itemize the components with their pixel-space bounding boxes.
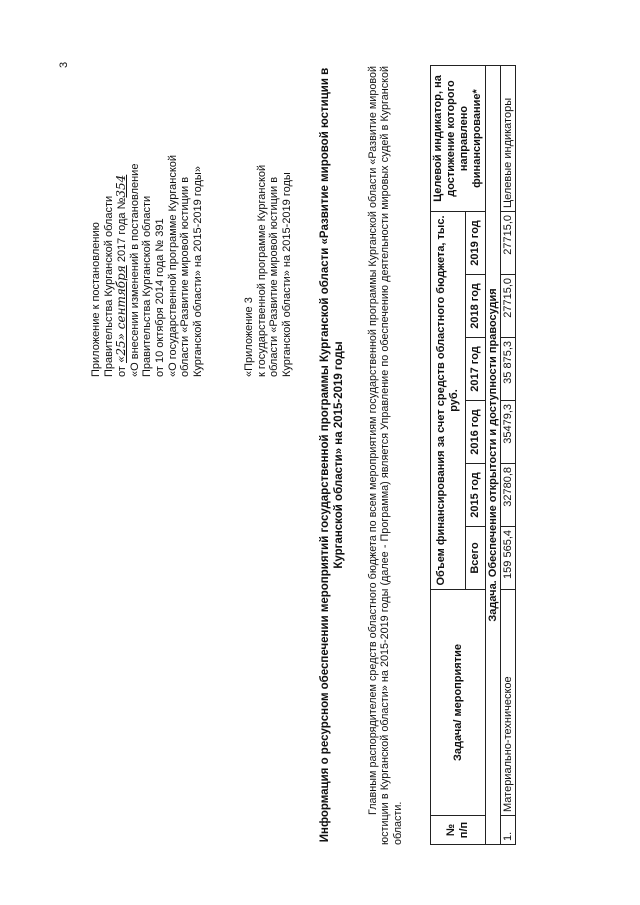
- header-2015: 2015 год: [466, 464, 486, 527]
- appendix-line: «О внесении изменений в постановление: [128, 163, 141, 377]
- row-2017: 35 875,3: [501, 338, 516, 401]
- task-title: Задача. Обеспечение открытости и доступности правосудия: [486, 66, 501, 845]
- row-total: 159 565,4: [501, 527, 516, 590]
- appendix-line: Приложение к постановлению: [90, 222, 102, 377]
- row-name: Материально-техническое: [501, 590, 516, 816]
- header-num: № п/п: [431, 816, 486, 845]
- appendix-line: Курганской области» на 2015-2019 годы»: [191, 166, 204, 377]
- appendix3-line: к государственной программе Курганской: [255, 164, 268, 377]
- header-total: Всего: [466, 527, 486, 590]
- table-header-row: [431, 66, 466, 845]
- header-funding: Объем финансирования за счет средств областного бюджета, тыс. руб.: [431, 212, 466, 590]
- header-2017: 2017 год: [466, 338, 486, 401]
- appendix-line: от 10 октября 2014 года № 391: [153, 218, 166, 377]
- appendix-line: «О государственной программе Курганской: [166, 154, 179, 377]
- appendix-line: области «Развитие мировой юстиции в: [179, 176, 192, 377]
- appendix3-line: Курганской области» на 2015-2019 годы: [280, 172, 293, 377]
- intro-paragraph: [367, 66, 404, 845]
- appendix-header: [90, 57, 204, 377]
- header-task: Задача/ мероприятие: [431, 590, 486, 816]
- task-row: [486, 66, 501, 845]
- table-row: [501, 66, 516, 845]
- appendix-year: 2017 года №: [116, 197, 129, 263]
- header-2018: 2018 год: [466, 275, 486, 338]
- row-num: 1.: [501, 816, 516, 845]
- handwritten-date: «25» сентября: [114, 265, 129, 364]
- row-2015: 32780,8: [501, 464, 516, 527]
- intro-text: Главным распорядителем средств областного бюджета по всем мероприятиям государственной программы Курганской области «Развитие мировой юстиции в Курганской области» на 2015-2019 годы (далее - Программа) является Управление по обеспечению деятельности мировых судей в Курганской области.: [367, 66, 404, 845]
- page-number: 3: [58, 61, 70, 68]
- appendix3-line: области «Развитие мировой юстиции в: [268, 176, 281, 377]
- appendix-line: Правительства Курганской области: [102, 195, 115, 377]
- appendix-line: Правительства Курганской области: [141, 195, 154, 377]
- appendix-date-line: [115, 57, 129, 377]
- row-indicator: Целевые индикаторы: [501, 66, 516, 212]
- header-2016: 2016 год: [466, 401, 486, 464]
- appendix3-line: «Приложение 3: [243, 297, 255, 377]
- row-2018: 27715,0: [501, 275, 516, 338]
- appendix3-header: [243, 57, 293, 377]
- handwritten-number: 354: [114, 174, 129, 198]
- row-2019: 27715,0: [501, 212, 516, 275]
- header-2019: 2019 год: [466, 212, 486, 275]
- appendix-from: от: [116, 366, 129, 377]
- funding-table: [430, 65, 516, 845]
- header-indicator: Целевой индикатор, на достижение которого направлено финансирование*: [431, 66, 486, 212]
- row-2016: 35479,3: [501, 401, 516, 464]
- document-title: Информация о ресурсном обеспечении мероприятий государственной программы Курганской области «Развитие мировой юстиции в Курганской области» на 2015-2019 годы: [319, 67, 345, 843]
